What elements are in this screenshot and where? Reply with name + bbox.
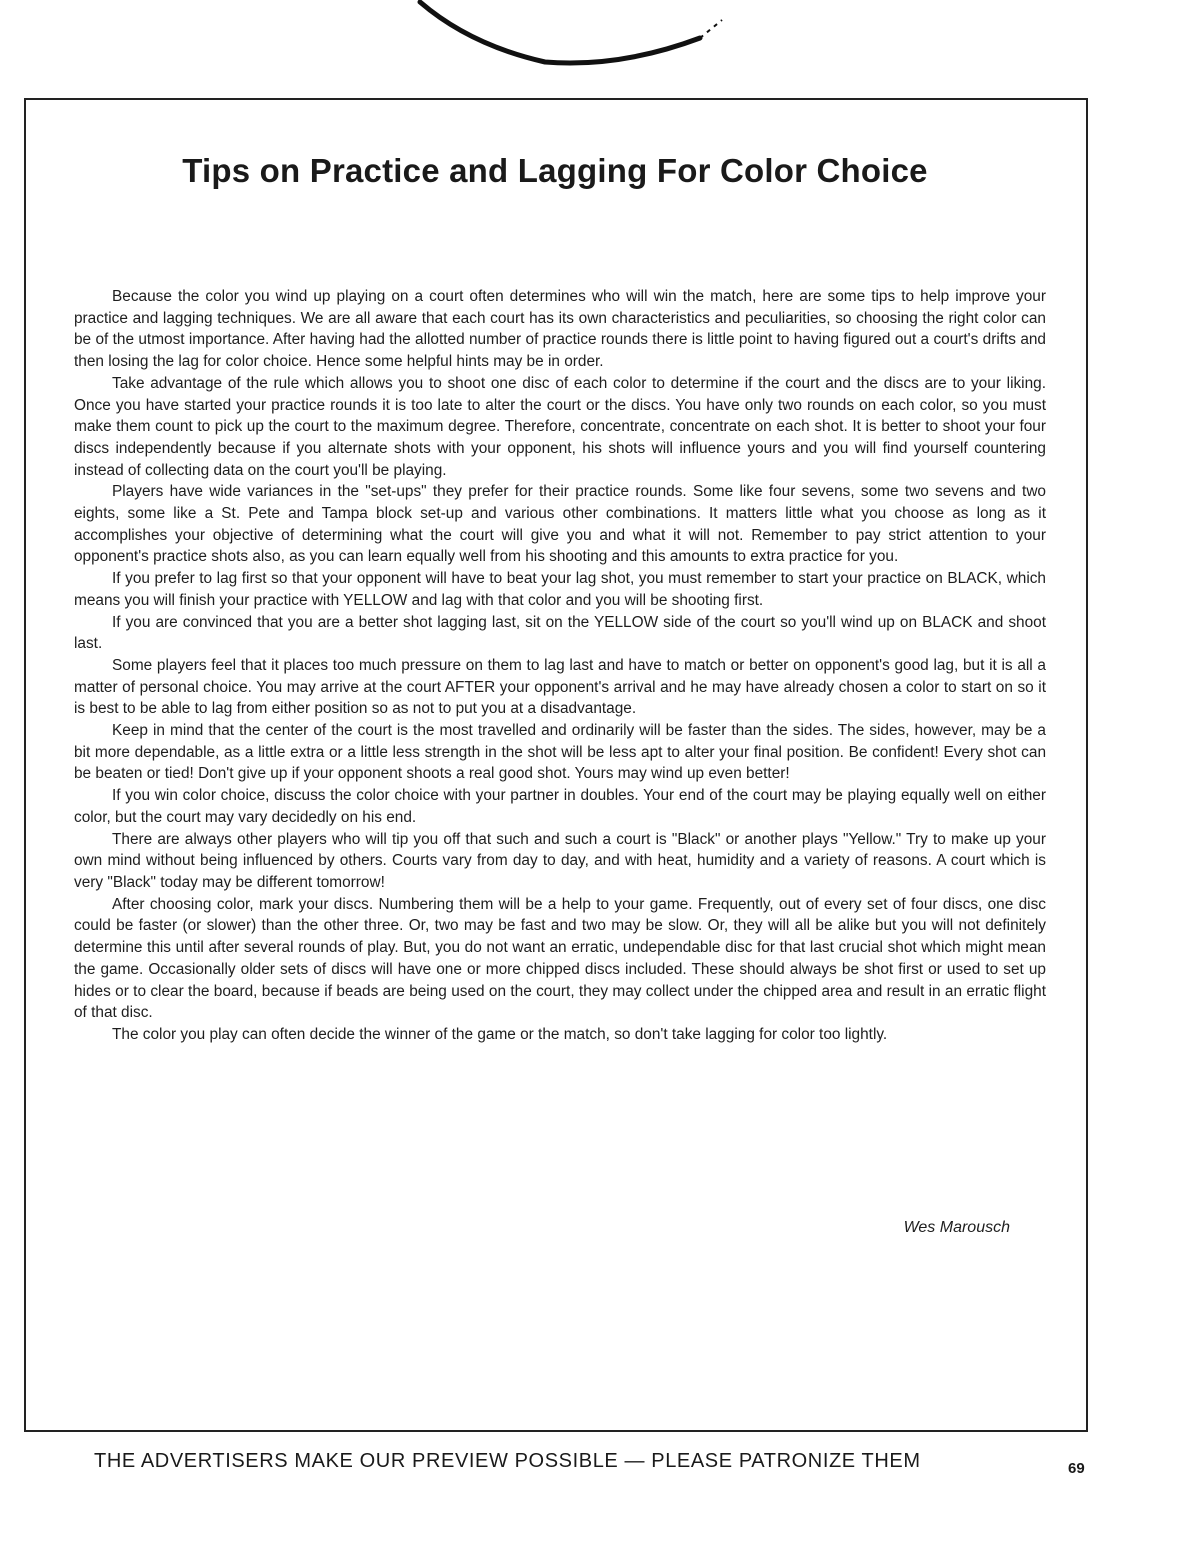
- paragraph: There are always other players who will tip you off that such and such a court is "Black" or another plays "Yellow." Try to make up your own mind without being influenced by others. Courts vary from day to day, and with heat, humidity and a variety of reasons. A court which is very "Black" today may be different tomorrow!: [74, 830, 1046, 891]
- paragraph: Because the color you wind up playing on a court often determines who will win the match, here are some tips to help improve your practice and lagging techniques. We are all aware that each court has its own characteristics and peculiarities, so choosing the right color can be of the utmost importance. After having had the allotted number of practice rounds there is little point to having figured out a court's drifts and then losing the lag for color choice. Hence some helpful hints may be in order.: [74, 288, 1046, 371]
- footer-advertisement-line: THE ADVERTISERS MAKE OUR PREVIEW POSSIBLE — PLEASE PATRONIZE THEM: [94, 1450, 921, 1472]
- paragraph: The color you play can often decide the winner of the game or the match, so don't take lagging for color too lightly.: [112, 1025, 888, 1043]
- paragraph: After choosing color, mark your discs. Numbering them will be a help to your game. Frequently, out of every set of four discs, one disc could be faster (or slower) than the other three. Or, two may be fast and two may be slow. Or, they will all be alike but you will not definitely determine this until after several rounds of play. But, you do not want an erratic, undependable disc for that last crucial shot which might mean the game. Occasionally older sets of discs will have one or more chipped discs included. These should always be shot first or used to set up hides or to clear the board, because if beads are being used on the court, they may collect under the chipped area and result in an erratic flight of that disc.: [74, 895, 1046, 1022]
- paragraph: If you win color choice, discuss the color choice with your partner in doubles. Your end of the court may be playing equally well on either color, but the court may vary decidedly on his end.: [74, 787, 1046, 826]
- paragraph: If you are convinced that you are a better shot lagging last, sit on the YELLOW side of the court so you'll wind up on BLACK and shoot last.: [74, 613, 1046, 653]
- paragraph: Keep in mind that the center of the court is the most travelled and ordinarily will be faster than the sides. The sides, however, may be a bit more dependable, as a little extra or a little less strength in the shot will be less apt to alter your final position. Be confident! Every shot can be beaten or tied! Don't give up if your opponent shoots a real good shot. Yours may wind up even better!: [74, 722, 1046, 783]
- article-title: Tips on Practice and Lagging For Color Choice: [182, 152, 928, 189]
- punch-hole-arc: [0, 0, 1191, 90]
- paragraph: Some players feel that it places too much pressure on them to lag last and have to match or better on opponent's good lag, but it is all a matter of personal choice. You may arrive at the court AFTER your opponent's arrival and he may have already chosen a color to start on so it is best to be able to lag from either position so as not to put you at a disadvantage.: [74, 656, 1046, 718]
- paragraph: Take advantage of the rule which allows you to shoot one disc of each color to determine if the court and the discs are to your liking. Once you have started your practice rounds it is too late to alter the court or the discs. You have only two rounds on each color, so you must make them count to pick up the court to the maximum degree. Therefore, concentrate, concentrate on each shot. It is better to shoot your four discs independently because if you alternate shots with your opponent, his shots will influence yours and you will find yourself countering instead of collecting data on the court you'll be playing.: [74, 374, 1046, 479]
- paragraph: Players have wide variances in the "set-ups" they prefer for their practice rounds. Some like four sevens, some two sevens and two eights, some like a St. Pete and Tampa block set-up and various other combinations. It matters little what you choose as long as it accomplishes your objective of determining what the court will give you and what it will not. Remember to pay strict attention to your opponent's practice shots also, as you can learn equally well from his shooting and this amounts to extra practice for you.: [74, 483, 1046, 566]
- page-number: 69: [1068, 1460, 1085, 1477]
- article-body: [74, 286, 1046, 1046]
- author-signature: Wes Marousch: [903, 1219, 1010, 1236]
- paragraph: If you prefer to lag first so that your opponent will have to beat your lag shot, you must remember to start your practice on BLACK, which means you will finish your practice with YELLOW and lag with that color and you will be shooting first.: [74, 570, 1046, 609]
